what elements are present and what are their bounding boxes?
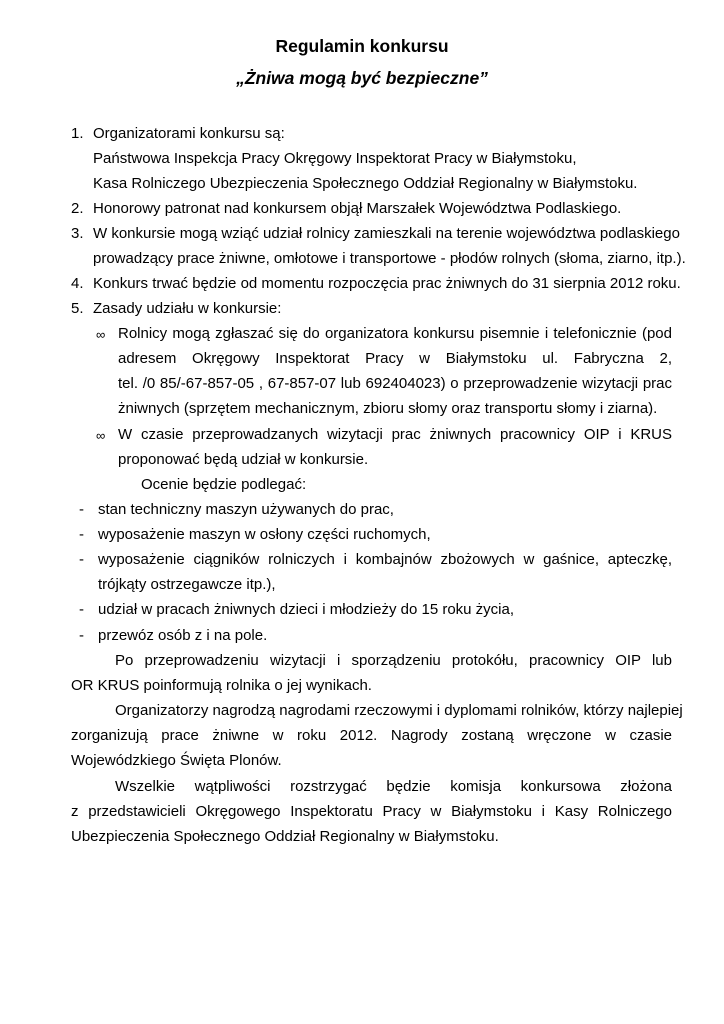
list-item-line: prowadzący prace żniwne, omłotowe i transportowe - płodów rolnych (słoma, ziarno, itp.). (93, 250, 686, 267)
paragraph-line: Po przeprowadzeniu wizytacji i sporządzeniu protokółu, pracownicy OIP lub (115, 652, 672, 669)
dash-bullet-icon: - (79, 501, 84, 518)
bullet-line: żniwnych (sprzętem mechanicznym, zbioru słomy oraz transportu słomy i ziarna). (118, 400, 658, 417)
list-number: 3. (71, 225, 84, 242)
dash-bullet-icon: - (79, 551, 84, 568)
criteria-line: wyposażenie ciągników rolniczych i kombajnów zbożowych w gaśnice, apteczkę, (98, 551, 672, 568)
list-item-line: Państwowa Inspekcja Pracy Okręgowy Inspektorat Pracy w Białymstoku, (93, 150, 577, 167)
paragraph-line: Ubezpieczenia Społecznego Oddział Regionalny w Białymstoku. (71, 828, 499, 845)
paragraph-line: Organizatorzy nagrodzą nagrodami rzeczowymi i dyplomami rolników, którzy najlepiej (115, 702, 683, 719)
criteria-line: przewóz osób z i na pole. (98, 627, 268, 644)
list-item-line: W konkursie mogą wziąć udział rolnicy zamieszkali na terenie województwa podlaskiego (93, 225, 680, 242)
bullet-line: Rolnicy mogą zgłaszać się do organizatora konkursu pisemnie i telefonicznie (pod (118, 325, 672, 342)
criteria-intro: Ocenie będzie podlegać: (141, 476, 307, 493)
paragraph-line: zorganizują prace żniwne w roku 2012. Nagrody zostaną wręczone w czasie (71, 727, 672, 744)
list-item-line: Kasa Rolniczego Ubezpieczenia Społecznego Oddział Regionalny w Białymstoku. (93, 175, 638, 192)
list-item-line: Organizatorami konkursu są: (93, 125, 285, 142)
paragraph-line: OR KRUS poinformują rolnika o jej wynikach. (71, 677, 372, 694)
paragraph-line: Wojewódzkiego Święta Plonów. (71, 752, 282, 769)
list-item-line: Zasady udziału w konkursie: (93, 300, 282, 317)
dash-bullet-icon: - (79, 526, 84, 543)
criteria-line: wyposażenie maszyn w osłony części ruchomych, (98, 526, 431, 543)
bullet-line: proponować będą udział w konkursie. (118, 451, 369, 468)
criteria-line: udział w pracach żniwnych dzieci i młodzieży do 15 roku życia, (98, 601, 515, 618)
paragraph-line: Wszelkie wątpliwości rozstrzygać będzie komisja konkursowa złożona (115, 778, 672, 795)
criteria-line: stan techniczny maszyn używanych do prac, (98, 501, 394, 518)
dash-bullet-icon: - (79, 627, 84, 644)
bullet-line: tel. /0 85/-67-857-05 , 67-857-07 lub 692404023) o przeprowadzenie wizytacji prac (118, 375, 672, 392)
dash-bullet-icon: - (79, 601, 84, 618)
bullet-line: adresem Okręgowy Inspektorat Pracy w Białymstoku ul. Fabryczna 2, (118, 350, 672, 367)
infinity-bullet-icon: ∞ (96, 327, 106, 342)
document-subtitle: „Żniwa mogą być bezpieczne” (236, 68, 488, 88)
list-number: 4. (71, 275, 84, 292)
paragraph-line: z przedstawicieli Okręgowego Inspektoratu Pracy w Białymstoku i Kasy Rolniczego (71, 803, 672, 820)
list-item-line: Konkurs trwać będzie od momentu rozpoczęcia prac żniwnych do 31 sierpnia 2012 roku. (93, 275, 681, 292)
criteria-line: trójkąty ostrzegawcze itp.), (98, 576, 276, 593)
bullet-line: W czasie przeprowadzanych wizytacji prac żniwnych pracownicy OIP i KRUS (118, 426, 672, 443)
list-item-line: Honorowy patronat nad konkursem objął Marszałek Województwa Podlaskiego. (93, 200, 622, 217)
list-number: 5. (71, 300, 84, 317)
infinity-bullet-icon: ∞ (96, 428, 106, 443)
list-number: 2. (71, 200, 84, 217)
document-title: Regulamin konkursu (275, 36, 449, 56)
list-number: 1. (71, 125, 84, 142)
